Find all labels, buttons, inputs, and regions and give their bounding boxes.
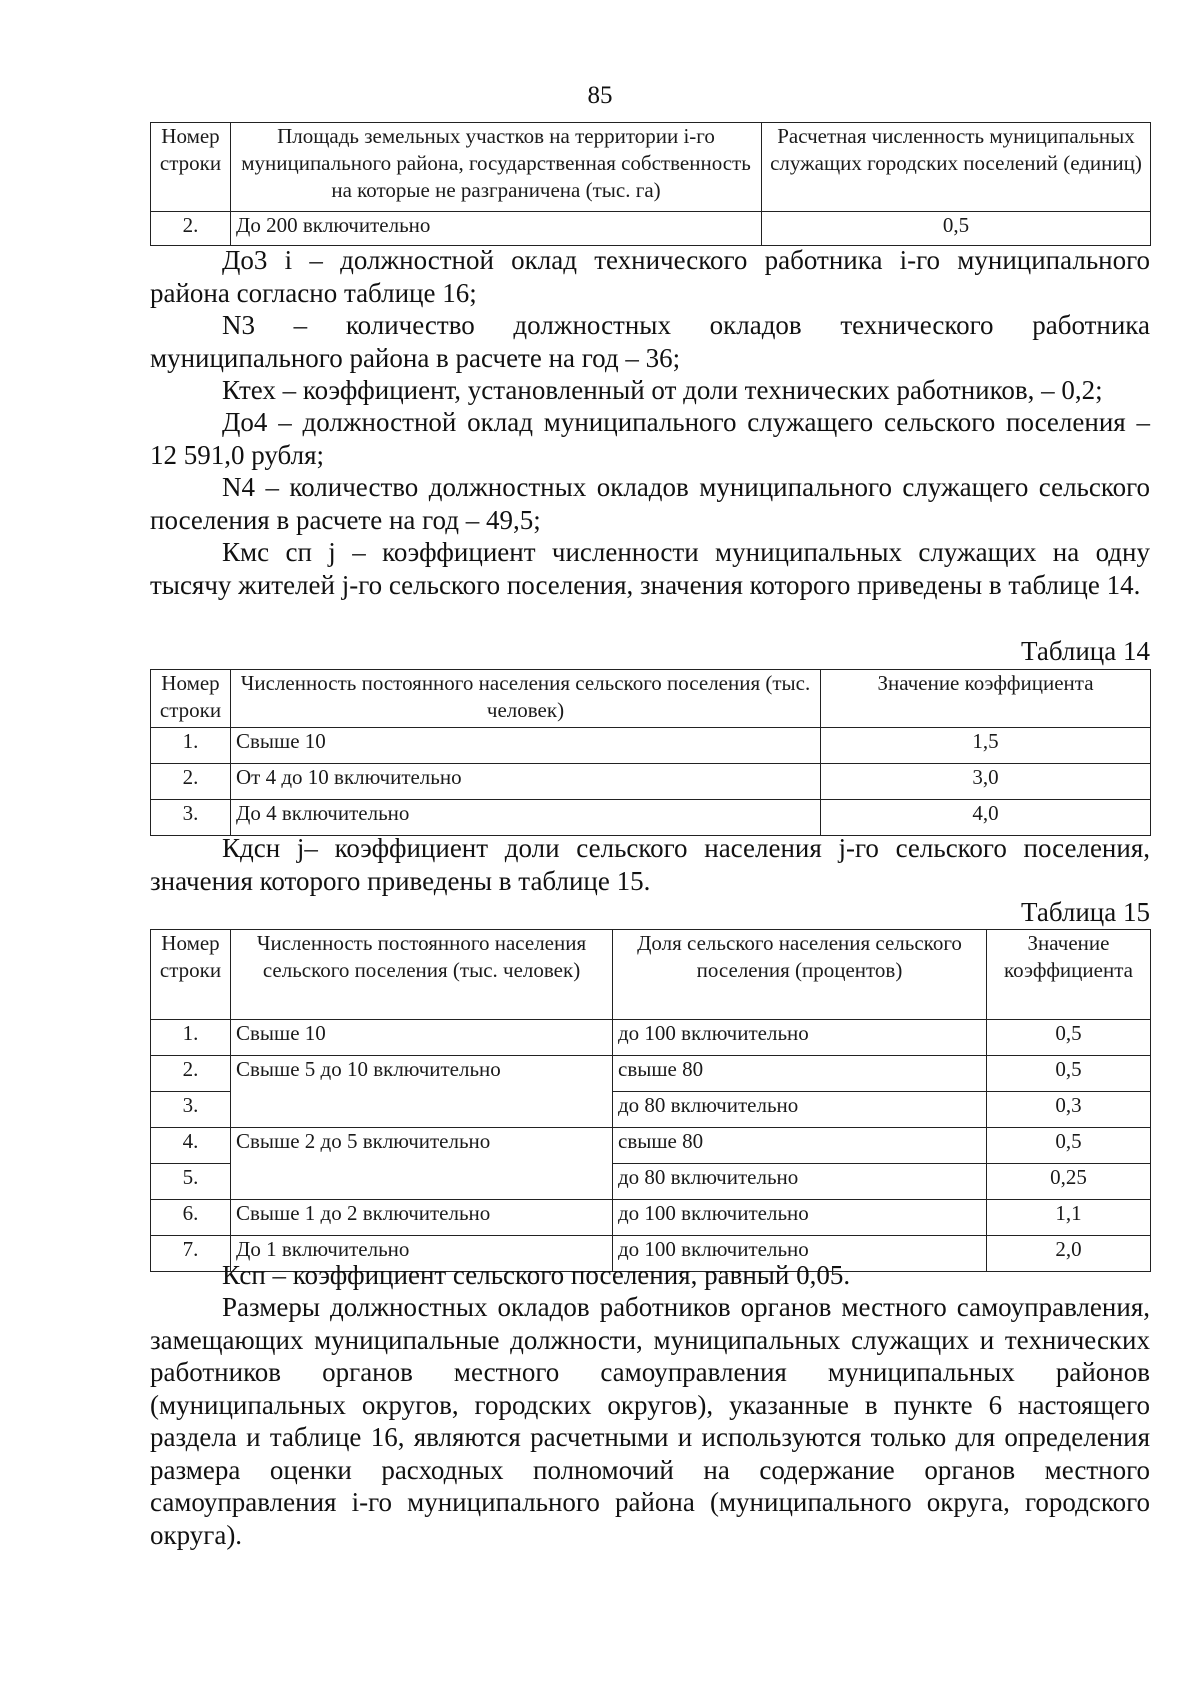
row-share: до 100 включительно <box>613 1236 987 1272</box>
row-share: до 80 включительно <box>613 1164 987 1200</box>
row-population: Свыше 10 <box>231 1020 613 1056</box>
row-population: От 4 до 10 включительно <box>231 764 821 800</box>
row-population: Свыше 10 <box>231 728 821 764</box>
table-row <box>151 728 1151 764</box>
table-row <box>151 1056 1151 1092</box>
paragraph-ksp: Ксп – коэффициент сельского поселения, равный 0,05. <box>222 1260 851 1290</box>
row-number: 3. <box>151 800 231 836</box>
row-number: 5. <box>151 1164 231 1200</box>
header-staff-count: Расчетная численность муниципальных служащих городских поселений (единиц) <box>762 123 1151 212</box>
row-number: 2. <box>151 764 231 800</box>
paragraph-kdsn: Кдсн j– коэффициент доли сельского населения j-го сельского поселения, значения которого приведены в таблице 15. <box>150 833 1150 896</box>
header-number: Номер строки <box>151 670 231 728</box>
row-number: 6. <box>151 1200 231 1236</box>
row-value: 0,3 <box>987 1092 1151 1128</box>
table-header-row <box>151 123 1151 212</box>
table-header-row <box>151 930 1151 1020</box>
header-population: Численность постоянного населения сельского поселения (тыс. человек) <box>231 670 821 728</box>
table-14 <box>150 669 1151 836</box>
table-row <box>151 1128 1151 1164</box>
header-coefficient: Значение коэффициента <box>987 930 1151 1020</box>
paragraph-n3: N3 – количество должностных окладов технического работника муниципального района в расчете на год – 36; <box>150 310 1150 373</box>
row-value: 3,0 <box>821 764 1151 800</box>
row-number: 4. <box>151 1128 231 1164</box>
row-value: 2,0 <box>987 1236 1151 1272</box>
row-population: Свыше 2 до 5 включительно <box>231 1128 613 1200</box>
paragraph-ktech: Ктех – коэффициент, установленный от доли технических работников, – 0,2; <box>222 375 1103 405</box>
page-number: 85 <box>587 82 613 109</box>
table14-caption: Таблица 14 <box>1021 636 1150 666</box>
paragraph-do4: До4 – должностной оклад муниципального служащего сельского поселения – 12 591,0 рубля; <box>150 407 1150 470</box>
row-number: 2. <box>151 1056 231 1092</box>
table-row <box>151 764 1151 800</box>
table-header-row <box>151 670 1151 728</box>
row-value: 0,5 <box>987 1056 1151 1092</box>
table-row <box>151 212 1151 246</box>
header-rural-share: Доля сельского населения сельского поселения (процентов) <box>613 930 987 1020</box>
row-value: 0,5 <box>987 1020 1151 1056</box>
row-value: 4,0 <box>821 800 1151 836</box>
row-population: Свыше 5 до 10 включительно <box>231 1056 613 1128</box>
row-value: 1,5 <box>821 728 1151 764</box>
row-share: свыше 80 <box>613 1128 987 1164</box>
table-15 <box>150 929 1151 1272</box>
row-number: 1. <box>151 728 231 764</box>
header-coefficient: Значение коэффициента <box>821 670 1151 728</box>
row-share: до 80 включительно <box>613 1092 987 1128</box>
row-share: до 100 включительно <box>613 1020 987 1056</box>
header-number: Номер строки <box>151 123 231 212</box>
table15-caption: Таблица 15 <box>1021 897 1150 927</box>
row-number: 1. <box>151 1020 231 1056</box>
row-number: 7. <box>151 1236 231 1272</box>
row-value: 0,5 <box>987 1128 1151 1164</box>
row-population: До 1 включительно <box>231 1236 613 1272</box>
row-value: 0,25 <box>987 1164 1151 1200</box>
paragraph-do3: До3 i – должностной оклад технического работника i-го муниципального района согласно таблице 16; <box>150 245 1150 308</box>
row-number: 3. <box>151 1092 231 1128</box>
header-land-area: Площадь земельных участков на территории i-го муниципального района, государственная собственность на которые не разграничена (тыс. га) <box>231 123 762 212</box>
row-value: 1,1 <box>987 1200 1151 1236</box>
table-row <box>151 1020 1151 1056</box>
table-row <box>151 1200 1151 1236</box>
row-share: свыше 80 <box>613 1056 987 1092</box>
row-area: До 200 включительно <box>231 212 762 246</box>
header-population: Численность постоянного населения сельского поселения (тыс. человек) <box>231 930 613 1020</box>
paragraph-kms: Кмс сп j – коэффициент численности муниципальных служащих на одну тысячу жителей j-го сельского поселения, значения которого приведены в таблице 14. <box>150 537 1150 600</box>
row-population: Свыше 1 до 2 включительно <box>231 1200 613 1236</box>
row-population: До 4 включительно <box>231 800 821 836</box>
paragraph-n4: N4 – количество должностных окладов муниципального служащего сельского поселения в расчете на год – 49,5; <box>150 472 1150 535</box>
table-row <box>151 800 1151 836</box>
header-number: Номер строки <box>151 930 231 1020</box>
row-share: до 100 включительно <box>613 1200 987 1236</box>
row-number: 2. <box>151 212 231 246</box>
paragraph-final: Размеры должностных окладов работников органов местного самоуправления, замещающих муниципальные должности, муниципальных служащих и технических работников органов местного самоуправления муниципальных районов (муниципальных округов, городских округов), указанные в пункте 6 настоящего раздела и таблице 16, являются расчетными и используются только для определения размера оценки расходных полномочий на содержание органов местного самоуправления i-го муниципального района (муниципального округа, городского округа). <box>150 1292 1150 1550</box>
row-value: 0,5 <box>762 212 1151 246</box>
table-urban-staff <box>150 122 1151 246</box>
